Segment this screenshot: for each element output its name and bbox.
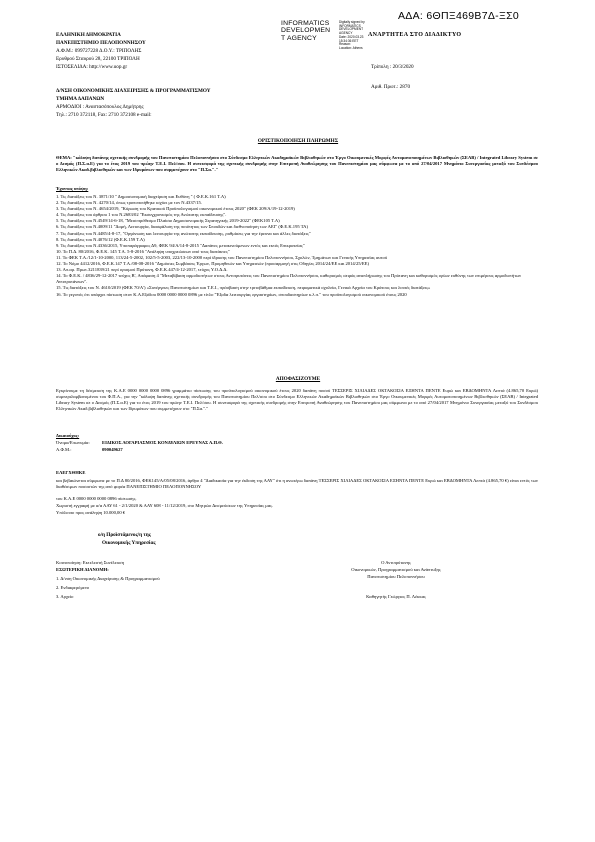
checked-line: του Κ.Α.Ε 0000 0000 0000 0896 πίστωσης. bbox=[56, 496, 137, 501]
list-item: 3. Τις διατάξεις του Ν. 4654/2019, "Κύρωση του Κρατικού Προϋπολογισμού οικονομικού έτους 2020" (ΦΕΚ 209/Α/19-12-2019) bbox=[56, 206, 295, 212]
protocol-number: Αριθ. Πρωτ.: 2870 bbox=[371, 84, 411, 90]
subject: ΘΕΜΑ: "κάλυψη δαπάνης σχετικής συνδρομής του Πανεπιστημίου Πελοποννήσου στο Σύνδεσμο Ελληνικών Ακαδημαϊκών Βιβλιοθηκών στο Έργο Οικουμενικές Μορφές Αυτοματοποιημένων Βιβλιοθηκών (ΣΕΑΒ) / Integrated Library System σε ο Δεσμός (Π.Σ.α.Ε) για το έτος 2019 του πρώην Τ.Ε.Ι. Πελ/σου. Η συνεισφορά της σχετικής συνδρομής στην Επιτροπή Αναθεώρησης του Πανεπιστημίου μας σύμφωνα με το από 27/04/2017 Μνημόνιο Συνεργασίας μεταξύ του Συνδέσμου Ελληνικών Ακαδ.βιβλιοθηκών και των Ιδρυμάτων που συμμετέχουν στο "Π.Σα."." bbox=[56, 155, 538, 173]
decision-text: Εγκρίνουμε τη δέσμευση της Κ.Α.Ε 0000 0000 0000 0896 γραμμάτιο πίστωσης του προϋπολογισμού οικονομικού έτους 2020 δαπάνη ποσού ΤΕΣΣΕΡΙΣ ΧΙΛΙΑΔΕΣ ΟΚΤΑΚΟΣΙΑ ΕΞΗΝΤΑ ΠΕΝΤΕ Ευρώ και ΕΒΔΟΜΗΝΤΑ Λεπτά (4.865,70 Ευρώ) συμπεριλαμβανομένου του Φ.Π.Α., για την "κάλυψη δαπάνης σχετικής συνδρομής του Πανεπιστημίου Πελ/σου στο Σύνδεσμο Ελληνικών Ακαδημαϊκών Βιβλιοθηκών στο Έργο Οικουμενικές Μορφές Αυτοματοποιημένων Βιβλιοθηκών (ΣΕΑΒ) / Integrated Library System σε ο Δεσμός (Π.Σ.α.Ε) για το έτος 2019 του πρώην Τ.Ε.Ι. Πελ/σου. Η συνεισφορά της σχετικής συνδρομής στην Επιτροπή Αναθεώρησης του Πανεπιστημίου μας σύμφωνα με το από 27/04/2017 Μνημόνιο Συνεργασίας μεταξύ του Συνδέσμου Ελληνικών Ακαδ.βιβλιοθηκών και των Ιδρυμάτων που συμμετέχουν στο "Π.Σα."." bbox=[56, 388, 538, 412]
checked-line: Υπόλοιπο προς ανάληψη 10.000,00 € bbox=[56, 510, 126, 515]
creditor-afm-label: Α.Φ.Μ.: bbox=[56, 447, 72, 452]
sig-detail: AGENCY bbox=[339, 31, 353, 36]
sig-detail: Date: 2020.03.23 bbox=[339, 34, 364, 39]
list-item: 10. Το Π.Δ. 80/2016, Φ.Ε.Κ. 145 Τ.Α. 5-8-2016 "Ανάληψη υποχρεώσεων από τους διατάκτες" bbox=[56, 248, 230, 254]
posted-title: ΑΝΑΡΤΗΤΕΑ ΣΤΟ ΔΙΑΔΙΚΤΥΟ bbox=[368, 32, 462, 38]
distribution-item: 3. Αρχείο bbox=[56, 594, 74, 599]
list-item: 4. Τις διατάξεις του άρθρου 1 του Ν.2683/02 "Εκσυγχρονισμός της Ανώτατης εκπαίδευσης". bbox=[56, 212, 227, 218]
creditor-name-label: Όνομα/Επωνυμία: bbox=[56, 440, 90, 445]
list-item: 16. Το γεγονός ότι υπάρχει πίστωση στον Κ.Α.Εξόδου 0000 0000 0000 0896 με τίτλο "Έξοδα λειτουργίας εργαστηρίων, σπουδαστηρίων κ.λ.π." του προϋπολογισμού οικονομικού έτους 2020 bbox=[56, 291, 407, 297]
ada-code: ΑΔΑ: 6ΘΠΞ469Β7Δ-ΞΣ0 bbox=[398, 10, 519, 22]
checked-text: και βεβαιώνεται σύμφωνα με το Π.Δ 80/2016, ΦΕΚ145/Α/05/08/2016, άρθρο 4 "Διαδικασία για την έκδοση της ΑΑΥ" ότι η ανωτέρω δαπάνη ΤΕΣΣΕΡΙΣ ΧΙΛΙΑΔΕΣ ΟΚΤΑΚΟΣΙΑ ΕΞΗΝΤΑ ΠΕΝΤΕ Ευρώ και ΕΒΔΟΜΗΝΤΑ Λεπτά (4.865,70 €) είναι εντός των διαθέσιμων ποσοστών της από φορέα ΠΑΝΕΠΙΣΤΗΜΙΟ ΠΕΛΟΠΟΝΝΗΣΟΥ bbox=[56, 478, 538, 490]
list-item: 9. Τις διατάξεις του Ν.4336/2015, Υποπαράγραφος Δ9, ΦΕΚ 94/Α/14-8-2015 "Δαπάνες μετακινούμενων εντός και εκτός Επικρατείας" bbox=[56, 242, 305, 248]
list-item: 1. Τις διατάξεις του Ν. 3871/10 " Δημοσιονομική διαχείριση και Ευθύνη " ( Φ.Ε.Κ.161 Τ.Α) bbox=[56, 194, 226, 199]
creditor-name: ΕΙΔΙΚΟΣ ΛΟΓΑΡΙΑΣΜΟΣ ΚΟΝΔΥΛΙΩΝ ΕΡΕΥΝΑΣ Α.Π.Θ. bbox=[102, 440, 223, 445]
list-item: 11. Το ΦΕΚ Τ.Α./12/1-10-2000, 113/24-5-2002, 102/5-5-2003, 222/13-10-2000 περί ίδρυσης του Πανεπιστημίου Πελοποννήσου, Σχολών, Τμημάτων και Γενικής Υπηρεσίας αυτού bbox=[56, 254, 388, 260]
signature-line: DEVELOPMEN bbox=[281, 27, 331, 35]
country-name: ΕΛΛΗΝΙΚΗ ΔΗΜΟΚΡΑΤΙΑ bbox=[56, 32, 121, 38]
head-line-1: ο/η Προϊστάμενος/η της bbox=[98, 532, 151, 538]
signatory-name: Καθηγητής Γεώργιος Π. Λέκκας bbox=[366, 594, 426, 599]
creditor-afm: 090049627 bbox=[102, 447, 123, 452]
section: ΤΜΗΜΑ ΔΑΠΑΝΩΝ bbox=[56, 96, 105, 102]
legal-basis-list bbox=[56, 194, 538, 298]
signatory-institution: Πανεπιστημίου Πελοποννήσου bbox=[367, 574, 425, 579]
distribution-item: 1. Δ/νση Οικονομικής Διαχείρισης & Προγραμματισμού bbox=[56, 576, 160, 581]
list-item: 15. Τις διατάξεις του Ν. 4610/2019 (ΦΕΚ 70/Α') «Συνέργειες Πανεπιστημίων και Τ.Ε.Ι., πρόσβαση στην τριτοβάθμια εκπαίδευση, πειραματικά σχολεία, Γενικά Αρχεία του Κράτους και λοιπές διατάξεις» bbox=[56, 285, 431, 291]
list-item: 12. Το Νόμο 4412/2016, Φ.Ε.Κ.147 Τ.Α./08-08-2016 "Δημόσιες Συμβάσεις Έργων, Προμηθειών και Υπηρεσιών (προσαρμογή στις Οδηγίες 2014/24/ΕΕ και 2014/25/ΕΕ) bbox=[56, 261, 369, 267]
list-item: 8. Τις διατάξεις του Ν.4076/12 (Φ.Ε.Κ.159 Τ.Α) bbox=[56, 236, 145, 242]
head-line-2: Οικονομικής Υπηρεσίας bbox=[102, 540, 156, 546]
legal-basis-title: Έχοντας υπόψη: bbox=[56, 186, 89, 191]
checked-title: ΕΛΕΓΧΘΗΚΕ bbox=[56, 470, 86, 475]
list-item: 6. Τις διατάξεις του Ν.4009/11 "Δομή, Λειτουργία, διασφάλιση της ποιότητας των Σπουδών και διεθνοποίηση των ΑΕΙ" (Φ.Ε.Κ.195 ΤΑ) bbox=[56, 224, 309, 230]
place-date: Τρίπολη : 20/3/2020 bbox=[371, 64, 414, 70]
notification: Κοινοποίηση: Εκτελεστή Συνέλευση bbox=[56, 560, 124, 565]
list-item: 14. Το Φ.Ε.Κ. / 4836/29-12-2017 τεύχος Β', Απόφαση 4 "Μεταβίβαση αρμοδιοτήτων στους Αντιπρυτάνεις του Πανεπιστημίου Πελοποννήσου, καθορισμός σειράς αναπλήρωσης του Πρύτανη και καθορισμός ορίων ευθύνης των επιμέρους αρμοδιοτήτων Αντιπρυτάνεων". bbox=[56, 273, 522, 285]
responsible: ΑΡΜΟΔΙΟΙ : Αναστασόπουλος Δημήτρης bbox=[56, 104, 144, 110]
sig-detail: Location: Athens bbox=[339, 45, 363, 50]
signature-line: T AGENCY bbox=[281, 34, 317, 42]
list-item: 2. Τις διατάξεις του Ν. 4270/14, όπως τροποποιήθηκε ισχύει με τον Ν.4337/15. bbox=[56, 200, 202, 206]
website: ΙΣΤΟΣΕΛΙΔΑ: http://www.uop.gr bbox=[56, 64, 128, 70]
contact: Τηλ.: 2710 372118, Fax: 2710 372108 e-mail: bbox=[56, 112, 152, 118]
directorate: Δ/ΝΣΗ ΟΙΚΟΝΟΜΙΚΗΣ ΔΙΑΧΕΙΡΙΣΗΣ & ΠΡΟΓΡΑΜΜΑΤΙΣΜΟΥ bbox=[56, 88, 211, 94]
list-item: 7. Τις διατάξεις του Ν.4485/4-8-17, "Οργάνωση και λειτουργία της ανώτατης εκπαίδευσης, ρυθμίσεις για την έρευνα και άλλες διατάξεις" bbox=[56, 230, 311, 236]
sig-detail: 15:34:36 EET bbox=[339, 38, 359, 43]
list-item: 5. Τις διατάξεις του Ν.4549/14-6-18, "Μεσοπρόθεσμο Πλαίσιο Δημοσιονομικής Στρατηγικής 2019-2022" (ΦΕΚ105 Τ.Α) bbox=[56, 218, 280, 224]
signature-line: INFORMATICS bbox=[281, 20, 330, 27]
internal-distribution-title: ΕΣΩΤΕΡΙΚΗ ΔΙΑΝΟΜΗ: bbox=[56, 567, 109, 572]
sig-detail: Reason: bbox=[339, 42, 351, 47]
distribution-item: 2. Ενδιαφερόμενο bbox=[56, 585, 90, 590]
list-item: 13. Απ.αρ. Πρωτ.3211839/21 περί ορισμού Πρύτανη, Φ.Ε.Κ.447/4-12-2017, τεύχος Υ.Ο.Δ.Δ. bbox=[56, 267, 228, 273]
signatory-title: Ο Αντιπρύτανης bbox=[381, 560, 411, 565]
decision-title: ΑΠΟΦΑΣΙΖΟΥΜΕ bbox=[275, 376, 321, 382]
sig-detail: INFORMATICS DEVELOPMENT bbox=[339, 23, 364, 32]
sig-detail: Digitally signed by bbox=[339, 20, 365, 24]
tax-id: Α.Φ.Μ.: 099727228 Δ.Ο.Υ.: ΤΡΙΠΟΛΗΣ bbox=[56, 48, 142, 54]
university-name: ΠΑΝΕΠΙΣΤΗΜΙΟ ΠΕΛΟΠΟΝΝΗΣΟΥ bbox=[56, 40, 146, 46]
document-heading: ΟΡΙΣΤΙΚΟΠΟΙΗΣΗ ΠΛΗΡΩΜΗΣ bbox=[257, 138, 339, 144]
address: Ερυθρού Σταυρού 28, 22100 ΤΡΙΠΟΛΗ bbox=[56, 56, 140, 62]
signature-box bbox=[281, 20, 330, 42]
checked-line: Χωριστή εγγραφή με α/α ΑΑΥ 61 - 2/1/2020 & ΑΑΥ 608 - 11/12/2019, στο Μητρώο Δεσμεύσεων της Υπηρεσίας μας. bbox=[56, 503, 274, 508]
creditor-title: Δικαιούχος: bbox=[56, 433, 80, 438]
signatory-role: Οικονομικών, Προγραμματισμού και Ανάπτυξης bbox=[351, 567, 441, 572]
